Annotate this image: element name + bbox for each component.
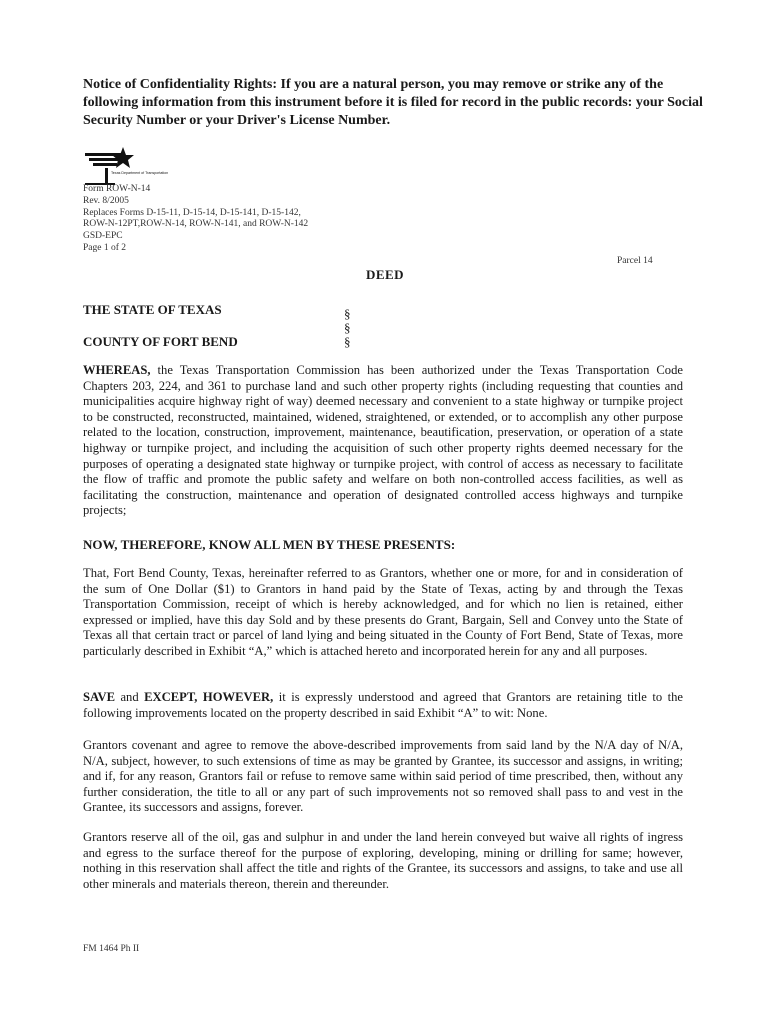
whereas-body: the Texas Transportation Commission has been authorized under the Texas Transportation Code Chapters 203, 224, and 361 to purchase land and such other property rights (including requesting that counties and municipalities acquire highway right of way) deemed necessary and convenient to a state highway or turnpike project to be constructed, reconstructed, maintained, widened, straightened, or extended, or to accomplish any other purpose related to the location, construction, improvement, maintenance, beautification, preservation, or operation of a state highway or turnpike project, and including the acquisition of such other property rights deemed necessary for the purposes of operating a designated state highway or turnpike project, with control of access as necessary to facilitate the flow of traffic and promote the public safety and welfare on both non-controlled access facilities, as well as facilitating the construction, maintenance and operation of designated controlled access highways and turnpike projects; [83,363,683,518]
page-title: DEED [365,267,405,282]
except-lead: EXCEPT, HOWEVER, [144,690,274,704]
whereas-paragraph [83,363,683,519]
footer-project: FM 1464 Ph II [83,944,140,954]
form-office: GSD-EPC [83,231,123,242]
txdot-logo [83,143,169,187]
form-replaces: Replaces Forms D-15-11, D-15-14, D-15-141, D-15-142, [83,207,301,218]
now-therefore-heading: NOW, THEREFORE, KNOW ALL MEN BY THESE PRESENTS: [83,537,456,552]
covenant-paragraph: Grantors covenant and agree to remove the above-described improvements from said land by the N/A day of N/A, N/A, subject, however, to such extensions of time as may be granted by Grantee, its successor and assigns, in writing; and if, for any reason, Grantors fail or refuse to remove same within said period of time prescribed, then, without any further consideration, the title to all or any part of such improvements not so removed shall pass to and vest in the Grantee, its successors and assigns, forever. [83,738,683,815]
save-and: and [114,690,145,704]
whereas-lead: WHEREAS, [83,363,151,377]
form-revision: Rev. 8/2005 [83,195,129,206]
logo-text: Texas Department of Transportation [111,171,169,175]
form-number: Form ROW-N-14 [83,184,151,194]
county-label: COUNTY OF FORT BEND [83,334,238,349]
state-label: THE STATE OF TEXAS [83,302,222,317]
form-metadata [83,184,308,255]
form-page: Page 1 of 2 [83,242,127,253]
parcel-number: Parcel 14 [617,256,653,266]
save-lead: SAVE [83,690,115,704]
grant-paragraph: That, Fort Bend County, Texas, hereinafter referred to as Grantors, whether one or more, for and in consideration of the sum of One Dollar ($1) to Grantors in hand paid by the State of Texas, acting by and through the Texas Transportation Commission, receipt of which is hereby acknowledged, and for which no lien is retained, either expressed or implied, have this day Sold and by these presents do Grant, Bargain, Sell and Convey unto the State of Texas all that certain tract or parcel of land lying and being situated in the County of Fort Bend, State of Texas, more particularly described in Exhibit “A,” which is attached hereto and incorporated herein for any and all purposes. [83,566,683,658]
form-replaces-cont: ROW-N-12PT,ROW-N-14, ROW-N-141, and ROW-N-142 [83,219,309,230]
section-mark: § [344,320,351,335]
section-mark: § [344,306,351,321]
section-mark: § [344,334,351,349]
mineral-reservation-paragraph: Grantors reserve all of the oil, gas and sulphur in and under the land herein conveyed but waive all rights of ingress and egress to the surface thereof for the purpose of exploring, developing, mining or drilling for same; however, nothing in this reservation shall affect the title and rights of the Grantee, its successors and assigns, to take and use all other minerals and materials thereon, therein and thereunder. [83,830,683,891]
save-except-paragraph [83,690,683,721]
save-except-body: it is expressly understood and agreed that Grantors are retaining title to the following improvements located on the property described in said Exhibit “A” to wit: None. [83,690,684,720]
confidentiality-notice: Notice of Confidentiality Rights: If you are a natural person, you may remove or strike any of the following information from this instrument before it is filed for record in the public records: your Social Security Number or your Driver's License Number. [83,77,703,128]
